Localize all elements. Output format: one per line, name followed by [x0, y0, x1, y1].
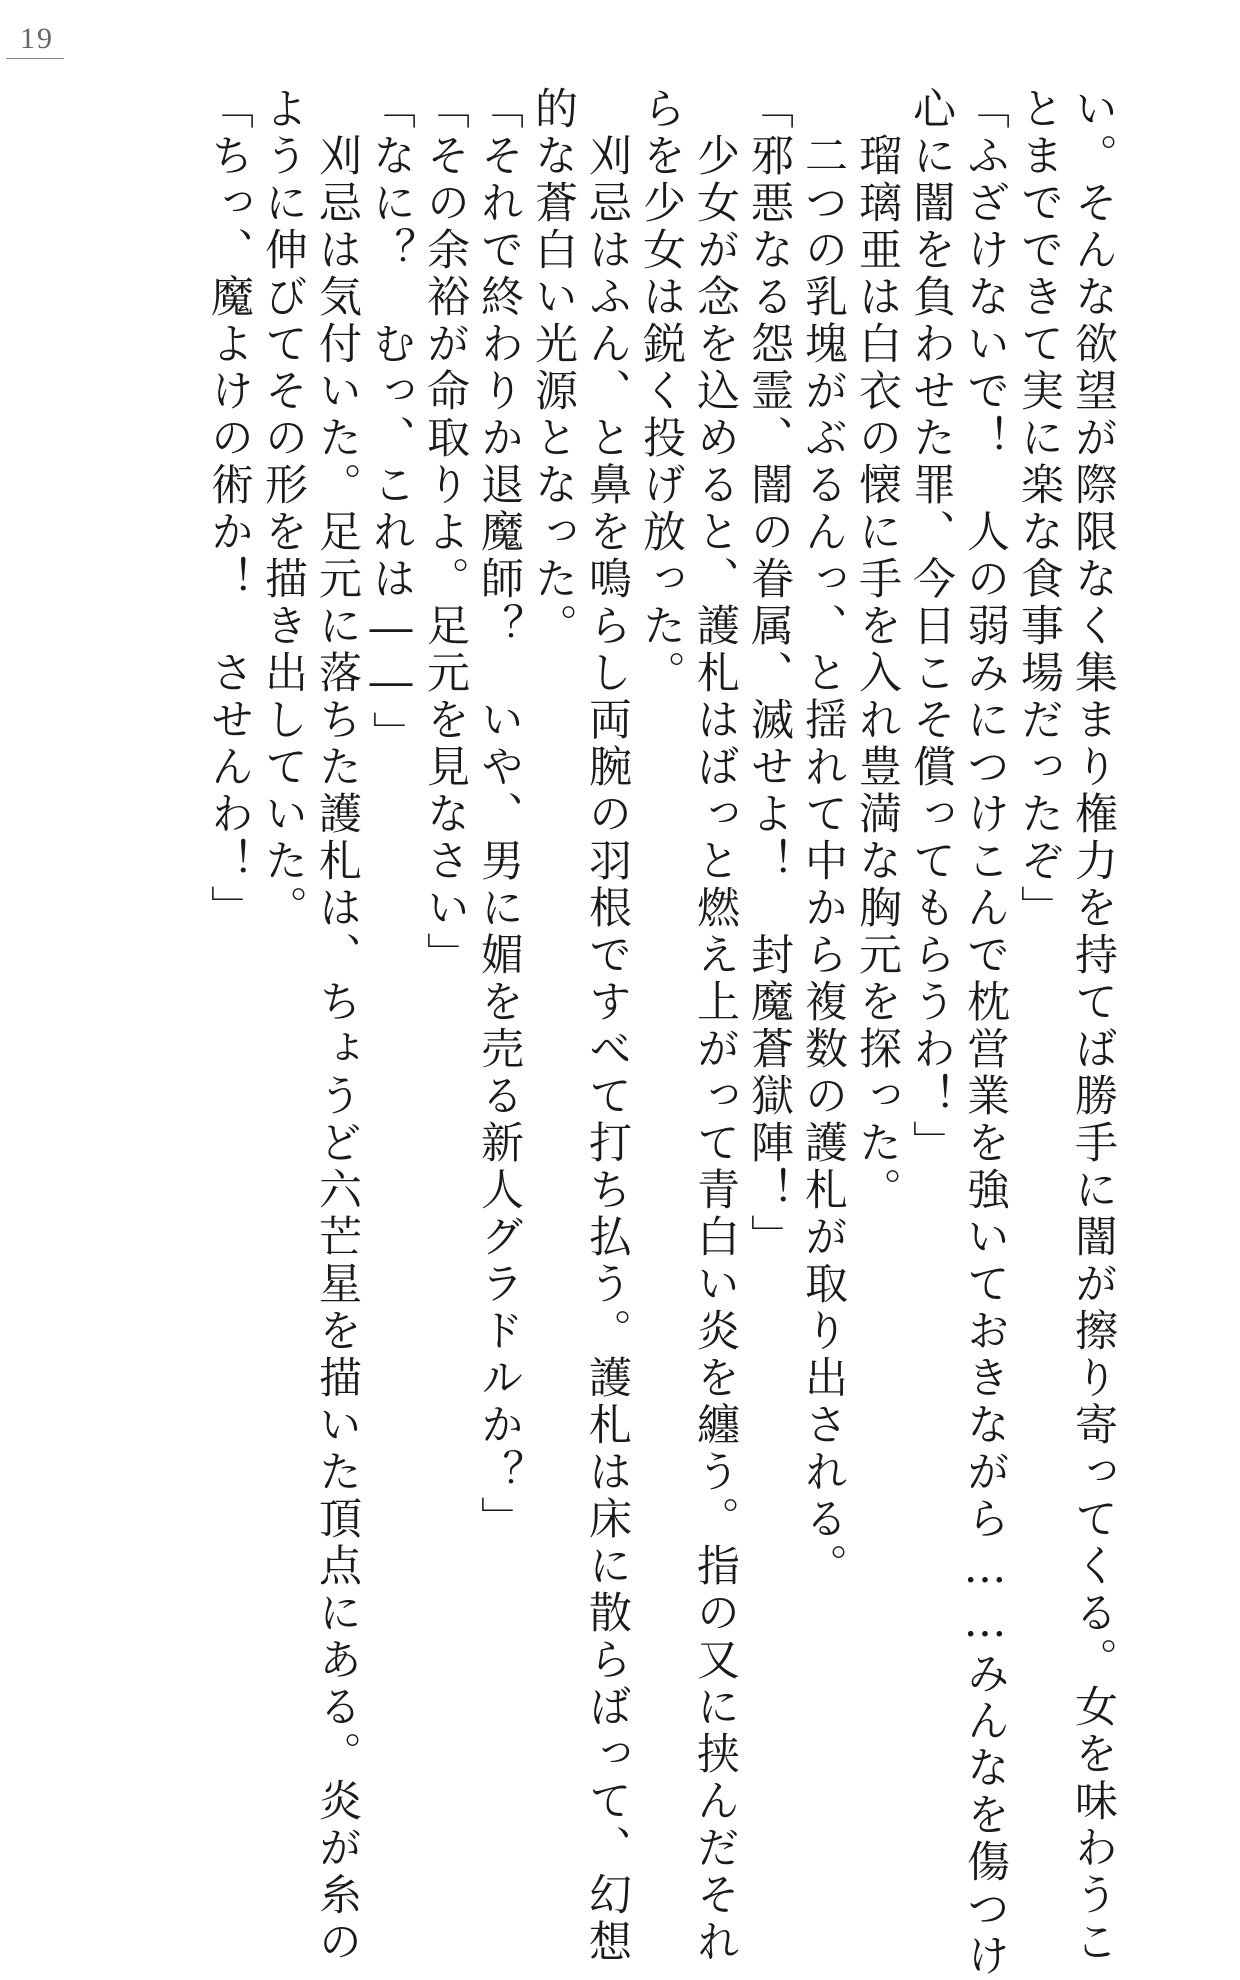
- text-line: らを少女は鋭く投げ放った。: [636, 86, 686, 697]
- text-line: 「ふざけないで！ 人の弱みにつけこんで枕営業を強いておきながら……みんなを傷つけ: [960, 86, 1010, 1980]
- text-line: 刈忌はふん、と鼻を鳴らし両腕の羽根ですべて打ち払う。護札は床に散らばって、幻想: [582, 86, 632, 1966]
- text-line: い。そんな欲望が際限なく集まり権力を持てば勝手に闇が擦り寄ってくる。女を味わうこ: [1068, 86, 1118, 1966]
- text-line: 的な蒼白い光源となった。: [528, 86, 578, 650]
- text-line: 「邪悪なる怨霊、闇の眷属、滅せよ！ 封魔蒼獄陣！」: [744, 86, 794, 1261]
- text-line: 二つの乳塊がぶるんっ、と揺れて中から複数の護札が取り出される。: [798, 86, 848, 1590]
- text-line: 「ちっ、魔よけの術か！ させんわ！」: [204, 86, 254, 932]
- text-line: ように伸びてその形を描き出していた。: [258, 86, 308, 932]
- text-line: 瑠璃亜は白衣の懐に手を入れ豊満な胸元を探った。: [852, 86, 902, 1214]
- page-number: 19: [20, 22, 54, 55]
- text-line: 心に闇を負わせた罪、今日こそ償ってもらうわ！」: [906, 86, 956, 1167]
- text-line: とまでできて実に楽な食事場だったぞ」: [1014, 86, 1064, 932]
- page-number-rule: [6, 58, 64, 59]
- text-line: 少女が念を込めると、護札はばっと燃え上がって青白い炎を纏う。指の又に挟んだそれ: [690, 86, 740, 1966]
- text-line: 「その余裕が命取りよ。足元を見なさい」: [420, 86, 470, 979]
- text-line: 刈忌は気付いた。足元に落ちた護札は、ちょうど六芒星を描いた頂点にある。炎が糸の: [312, 86, 362, 1966]
- text-line: 「それで終わりか退魔師？ いや、男に媚を売る新人グラドルか？」: [474, 86, 524, 1543]
- text-line: 「なに？ むっ、これは――」: [366, 86, 416, 758]
- vertical-text-body: [120, 86, 1120, 1980]
